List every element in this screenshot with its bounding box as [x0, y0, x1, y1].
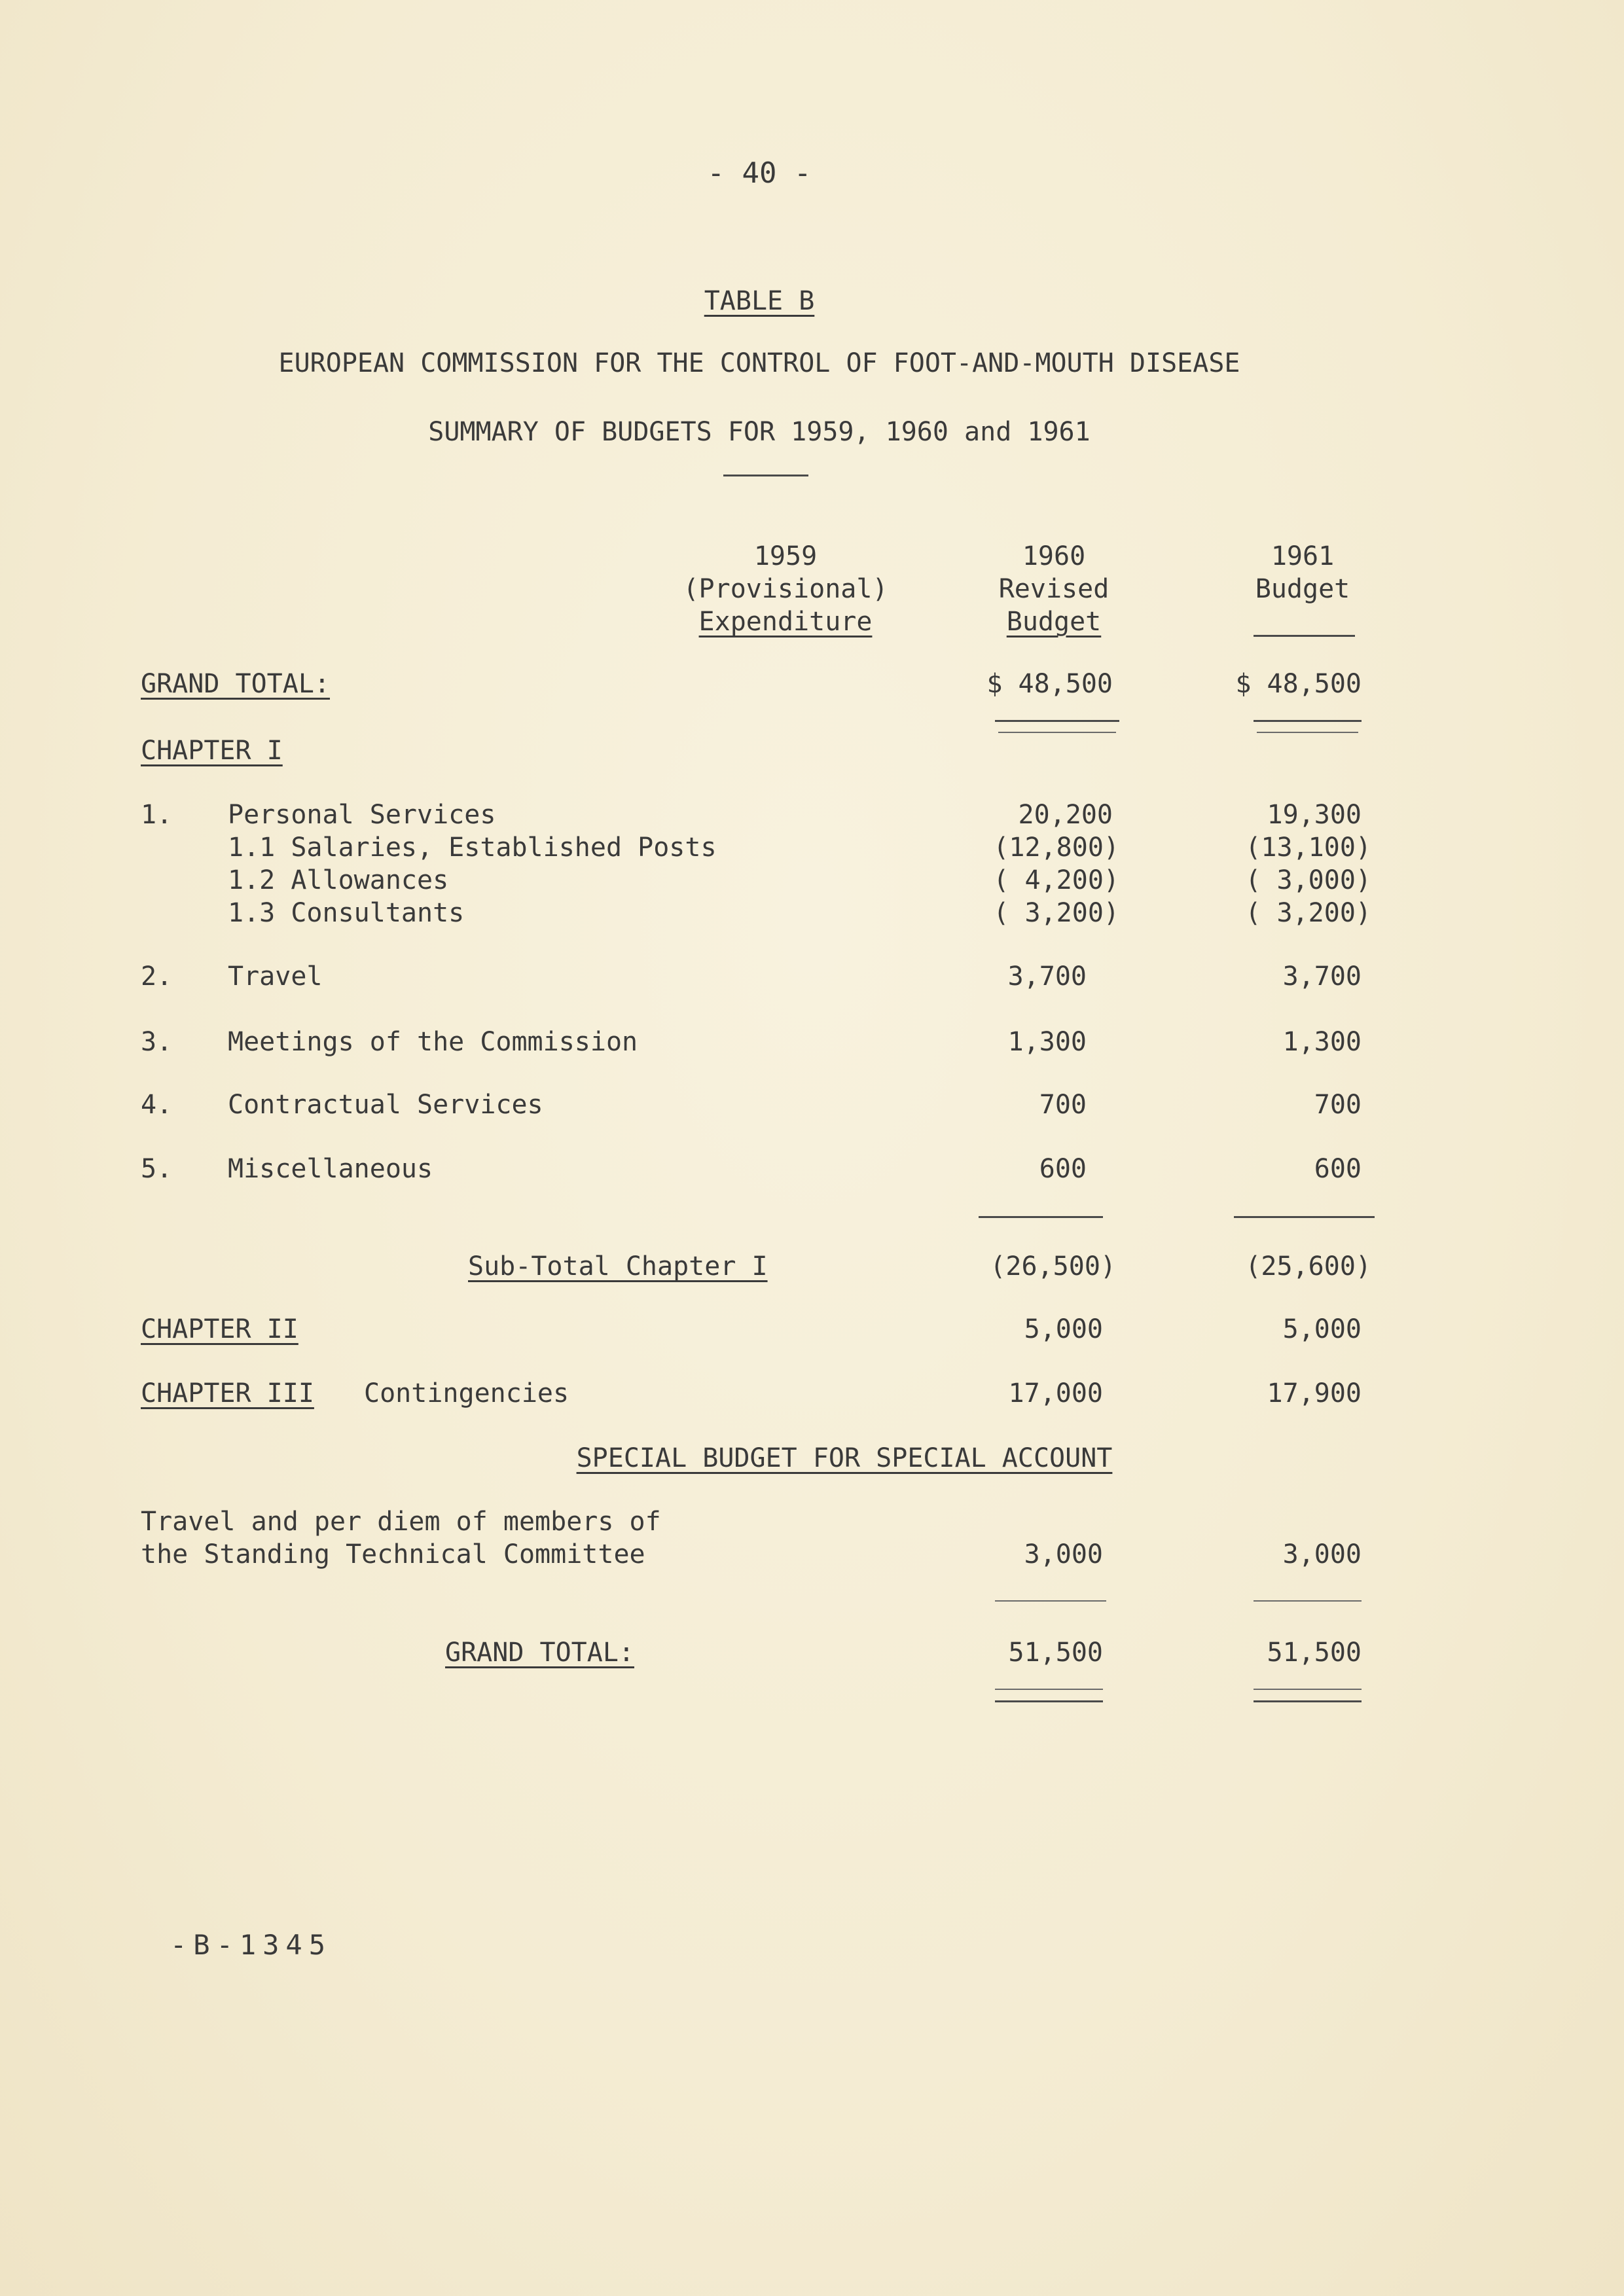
- grand-total-label: GRAND TOTAL:: [141, 669, 330, 699]
- special-budget-rule: [1254, 1600, 1362, 1602]
- chapter-3-1961: 17,900: [1267, 1378, 1362, 1408]
- special-budget-1960: 3,000: [1024, 1539, 1103, 1570]
- item-label: Personal Services: [228, 800, 496, 830]
- special-budget-1961: 3,000: [1282, 1539, 1362, 1570]
- column-header-line: Budget: [1255, 574, 1350, 604]
- item-number: 3.: [141, 1027, 173, 1057]
- chapter-3-heading: CHAPTER III: [141, 1378, 314, 1408]
- chapter-2-1961: 5,000: [1282, 1314, 1362, 1344]
- item-label: Travel: [228, 961, 323, 992]
- item-number: 2.: [141, 961, 173, 992]
- item-label: 1.3 Consultants: [228, 898, 465, 928]
- special-budget-heading: SPECIAL BUDGET FOR SPECIAL ACCOUNT: [576, 1443, 1113, 1473]
- subtotal-1960: (26,500): [990, 1251, 1116, 1282]
- document-title: EUROPEAN COMMISSION FOR THE CONTROL OF FOOT-AND-MOUTH DISEASE: [278, 348, 1240, 378]
- grand-total-1960: 51,500: [1008, 1638, 1103, 1668]
- special-budget-line: the Standing Technical Committee: [141, 1539, 645, 1570]
- item-value-1960: 20,200: [1018, 800, 1113, 830]
- item-value-1961: ( 3,000): [1245, 865, 1371, 895]
- item-value-1960: (12,800): [993, 833, 1119, 863]
- item-label: Meetings of the Commission: [228, 1027, 638, 1057]
- page-number: - 40 -: [707, 156, 812, 190]
- item-number: 5.: [141, 1154, 173, 1184]
- grand-total-rule: [995, 1689, 1103, 1690]
- subtotal-rule: [979, 1216, 1103, 1218]
- item-value-1961: ( 3,200): [1245, 898, 1371, 928]
- chapter-1-heading: CHAPTER I: [141, 736, 283, 766]
- document-code: -B-1345: [170, 1929, 333, 1961]
- table-label: TABLE B: [704, 286, 815, 316]
- column-header-line: Expenditure: [698, 607, 873, 637]
- column-header-year: 1961: [1271, 541, 1335, 571]
- grand-total-rule: [995, 720, 1119, 722]
- item-value-1960: 3,700: [1007, 961, 1087, 992]
- chapter-2-1960: 5,000: [1024, 1314, 1103, 1344]
- column-header-rule: [1254, 635, 1355, 637]
- grand-total-rule: [998, 732, 1116, 733]
- special-budget-rule: [995, 1600, 1106, 1602]
- item-value-1961: 3,700: [1282, 961, 1362, 992]
- grand-total-label: GRAND TOTAL:: [445, 1638, 634, 1668]
- grand-total-1961: 51,500: [1267, 1638, 1362, 1668]
- grand-total-rule: [1254, 720, 1362, 722]
- item-label: 1.1 Salaries, Established Posts: [228, 833, 717, 863]
- grand-total-1961: $ 48,500: [1235, 669, 1362, 699]
- column-header-line: Revised: [998, 574, 1110, 604]
- column-header-year: 1960: [1022, 541, 1086, 571]
- item-number: 1.: [141, 800, 173, 830]
- document-subtitle: SUMMARY OF BUDGETS FOR 1959, 1960 and 1961: [428, 417, 1091, 447]
- item-value-1961: 19,300: [1267, 800, 1362, 830]
- item-number: 4.: [141, 1090, 173, 1120]
- grand-total-rule: [1257, 732, 1358, 733]
- item-value-1960: ( 3,200): [993, 898, 1119, 928]
- title-divider: [723, 475, 808, 476]
- item-value-1961: 600: [1314, 1154, 1362, 1184]
- column-header-year: 1959: [753, 541, 818, 571]
- column-header-line: (Provisional): [683, 574, 888, 604]
- item-label: 1.2 Allowances: [228, 865, 449, 895]
- item-value-1960: ( 4,200): [993, 865, 1119, 895]
- grand-total-rule: [1254, 1689, 1362, 1690]
- item-value-1960: 1,300: [1007, 1027, 1087, 1057]
- item-value-1960: 700: [1039, 1090, 1087, 1120]
- grand-total-rule: [1254, 1700, 1362, 1702]
- item-value-1961: 700: [1314, 1090, 1362, 1120]
- grand-total-1960: $ 48,500: [986, 669, 1113, 699]
- item-value-1961: (13,100): [1245, 833, 1371, 863]
- grand-total-rule: [995, 1700, 1103, 1702]
- item-value-1960: 600: [1039, 1154, 1087, 1184]
- item-label: Contractual Services: [228, 1090, 543, 1120]
- subtotal-1961: (25,600): [1245, 1251, 1371, 1282]
- subtotal-rule: [1234, 1216, 1375, 1218]
- item-label: Miscellaneous: [228, 1154, 433, 1184]
- special-budget-line: Travel and per diem of members of: [141, 1507, 661, 1537]
- subtotal-label: Sub-Total Chapter I: [468, 1251, 768, 1282]
- chapter-3-label: Contingencies: [364, 1378, 569, 1408]
- column-header-line: Budget: [1006, 607, 1102, 637]
- chapter-2-heading: CHAPTER II: [141, 1314, 298, 1344]
- chapter-3-1960: 17,000: [1008, 1378, 1103, 1408]
- item-value-1961: 1,300: [1282, 1027, 1362, 1057]
